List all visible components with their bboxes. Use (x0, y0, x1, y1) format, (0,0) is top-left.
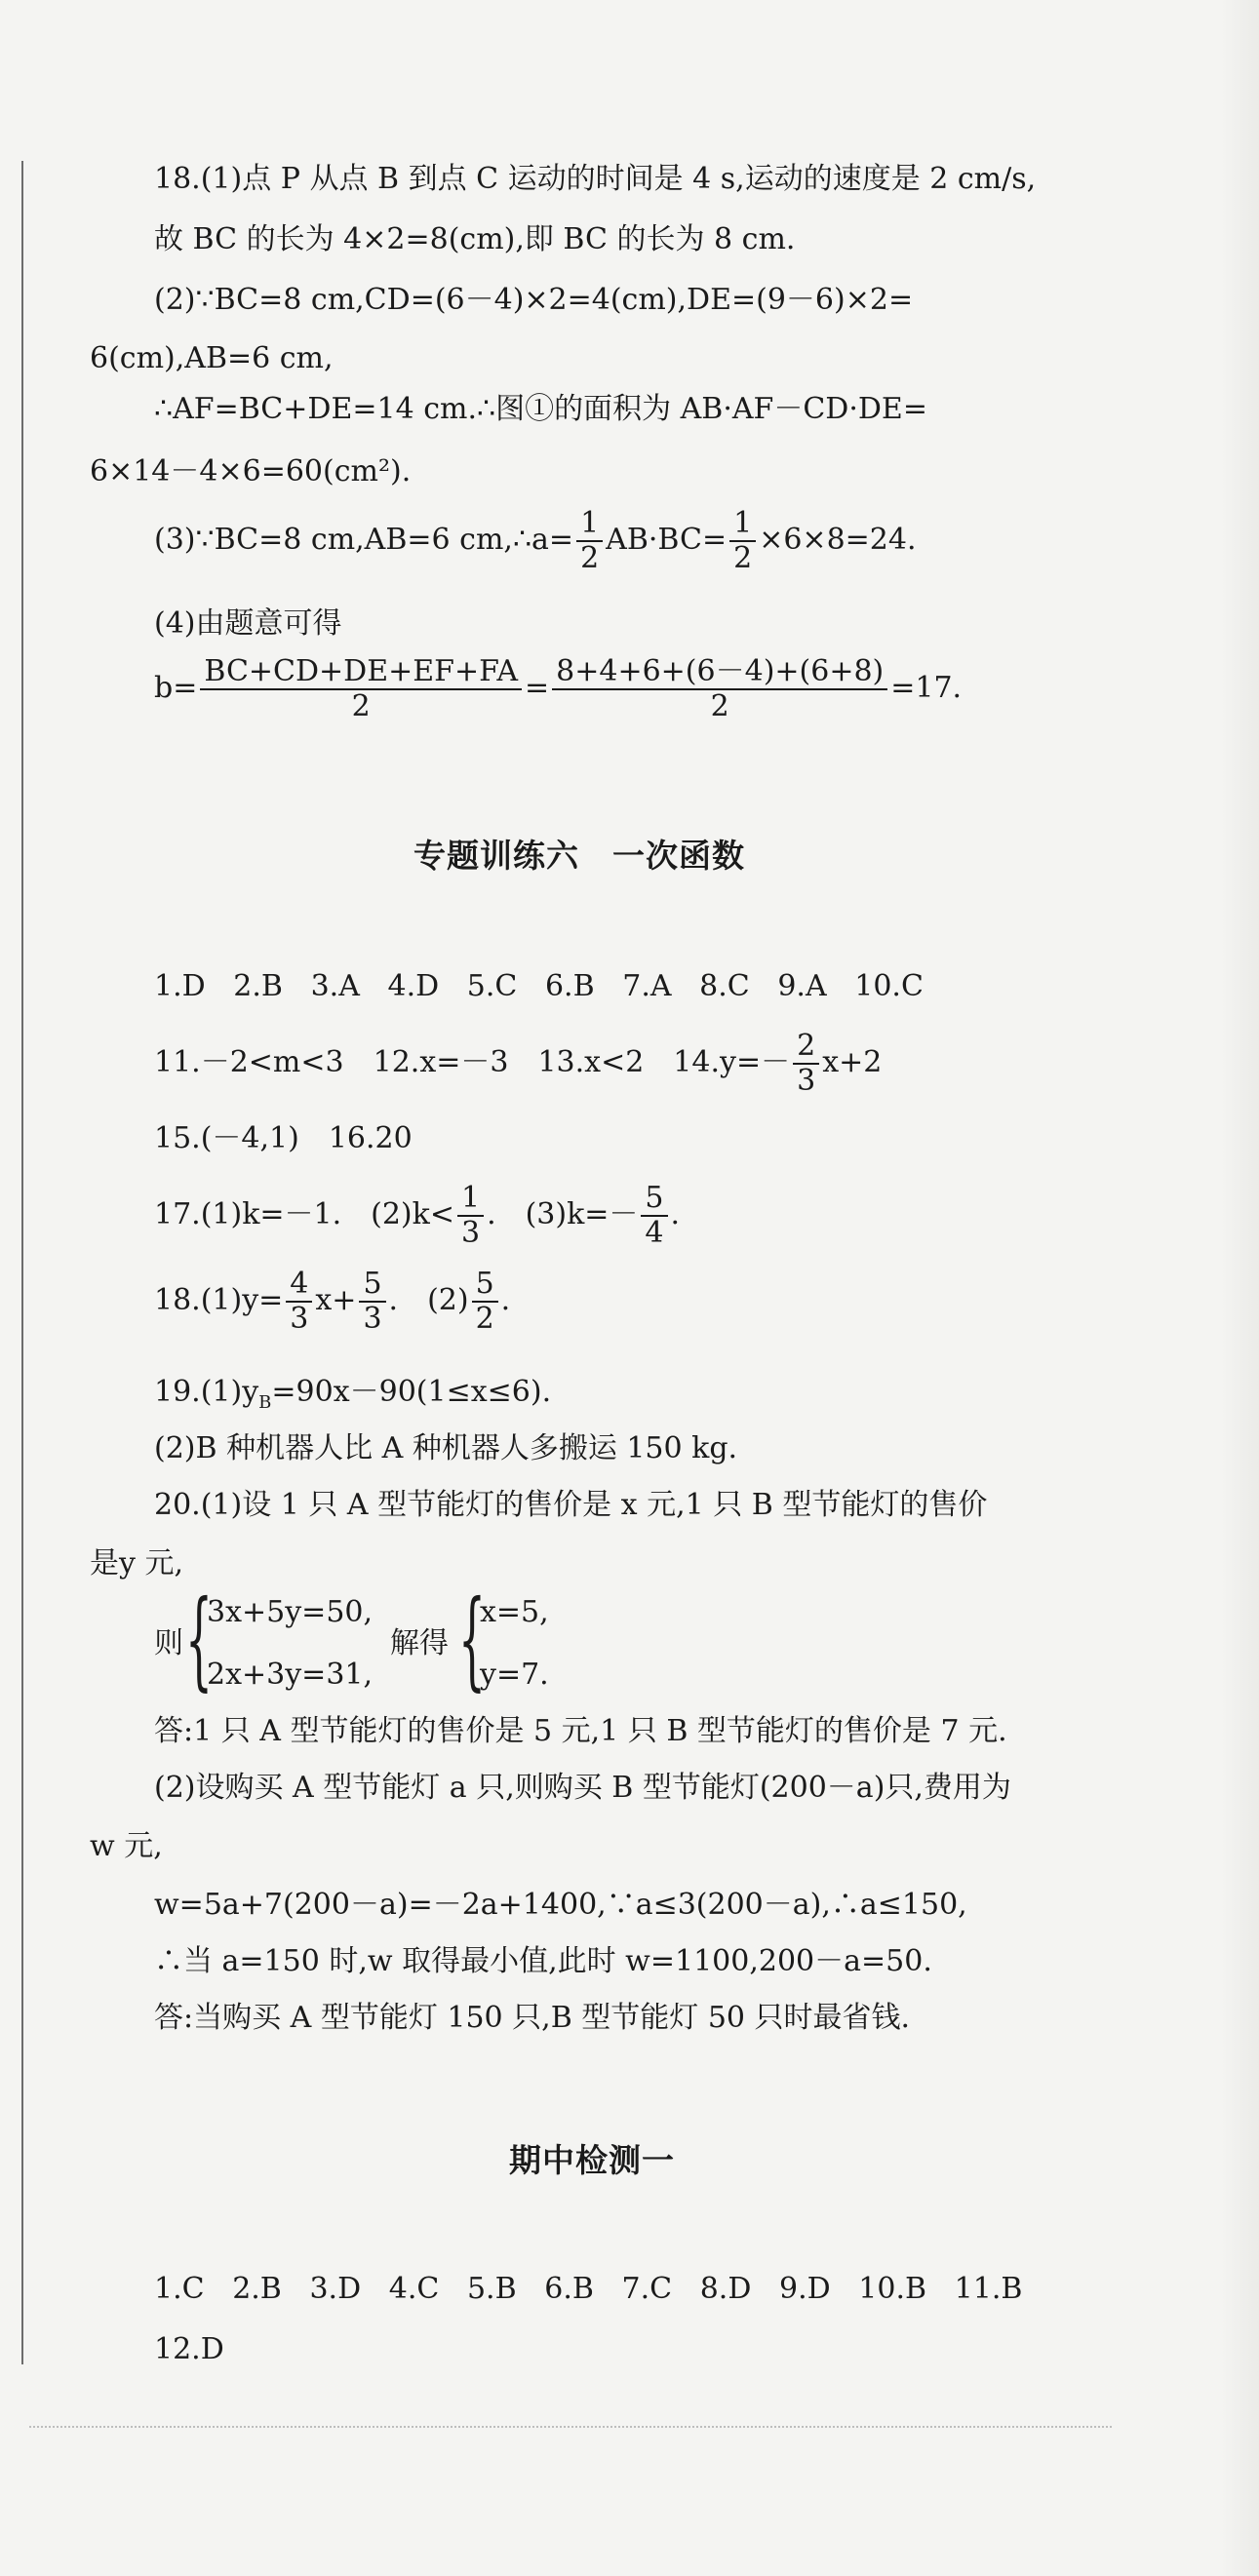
answer-20-line-3: 答:1 只 A 型节能灯的售价是 5 元,1 只 B 型节能灯的售价是 7 元. (154, 1714, 1007, 1748)
q18-line-9 (154, 655, 962, 723)
answer-item: 1.D (154, 969, 206, 1003)
subscript: B (258, 1392, 272, 1413)
answer-item: 1.C (154, 2272, 205, 2306)
left-brace: { (185, 1577, 213, 1701)
solve-label: 解得 (390, 1626, 449, 1660)
answer-item: 2.B (232, 2272, 282, 2306)
answer-18-mid: x+ (315, 1283, 357, 1317)
answer-item: 10.B (858, 2272, 927, 2306)
q18-line-6: 6×14－4×6=60(cm²). (90, 454, 412, 488)
answer-item: 4.D (387, 969, 440, 1003)
answer-item: 7.A (622, 969, 672, 1003)
answer-19 (154, 1375, 551, 1421)
numerator: 2 (793, 1030, 819, 1065)
answer-18-post: . (500, 1283, 511, 1317)
answer-item: 10.C (854, 969, 924, 1003)
answer-item: 3.D (309, 2272, 362, 2306)
q18-l7-pre: (3)∵BC=8 cm,AB=6 cm,∴a= (154, 523, 574, 557)
answer-19-text: 19.(1)y (154, 1375, 259, 1409)
answer-17-mid: . (3)k=－ (487, 1197, 639, 1231)
denominator: 2 (351, 689, 371, 723)
answer-item: 6.B (544, 2272, 594, 2306)
fraction (200, 655, 522, 723)
numerator: 4 (286, 1268, 312, 1303)
answer-item: 11.B (954, 2272, 1023, 2306)
answer-12: 12.D (154, 2332, 224, 2366)
left-brace: { (458, 1577, 486, 1701)
numerator: 5 (641, 1182, 667, 1217)
fraction (457, 1182, 484, 1250)
fraction (641, 1182, 667, 1250)
denominator: 2 (475, 1302, 494, 1336)
mc-answers-row (154, 969, 924, 1004)
denominator: 3 (363, 1302, 382, 1336)
denominator: 4 (645, 1216, 664, 1250)
answer-item: 6.B (544, 969, 595, 1003)
dotted-divider (29, 2426, 1112, 2428)
answer-item: 5.B (466, 2272, 517, 2306)
answer-19-part2: (2)B 种机器人比 A 种机器人多搬运 150 kg. (154, 1431, 738, 1465)
q18-l9-mid: = (525, 671, 550, 705)
section-title-linear-functions: 专题训练六 一次函数 (413, 837, 745, 875)
answers-15-16: 15.(－4,1) 16.20 (154, 1121, 413, 1155)
answer-item: 5.C (466, 969, 518, 1003)
answer-item: 2.B (233, 969, 283, 1003)
fraction (552, 655, 887, 723)
answer-item: 9.D (779, 2272, 831, 2306)
section-title-midterm: 期中检测一 (509, 2141, 675, 2179)
then-label: 则 (154, 1626, 183, 1660)
answer-17-pre: 17.(1)k=－1. (2)k< (154, 1197, 454, 1231)
numerator: 1 (729, 507, 756, 542)
numerator: BC+CD+DE+EF+FA (200, 655, 522, 690)
q18-line-1: 18.(1)点 P 从点 B 到点 C 运动的时间是 4 s,运动的速度是 2 cm/s, (154, 162, 1037, 196)
numerator: 1 (576, 507, 603, 542)
q18-l7-mid: AB·BC= (606, 523, 728, 557)
mc-answers-row (154, 2272, 1022, 2307)
answer-20-line-1: 20.(1)设 1 只 A 型节能灯的售价是 x 元,1 只 B 型节能灯的售价 (154, 1488, 988, 1522)
page-shadow (1220, 0, 1259, 2576)
page-binding-edge (21, 161, 23, 2364)
denominator: 3 (290, 1302, 309, 1336)
answer-item: 3.A (310, 969, 360, 1003)
numerator: 5 (359, 1268, 385, 1303)
denominator: 2 (710, 689, 729, 723)
numerator: 1 (457, 1182, 484, 1217)
q18-line-8: (4)由题意可得 (154, 606, 342, 641)
fraction (793, 1030, 819, 1098)
denominator: 2 (733, 541, 753, 575)
answers-11-14-text: 11.－2<m<3 12.x=－3 13.x<2 14.y=－ (154, 1045, 791, 1079)
denominator: 3 (460, 1216, 481, 1250)
q18-l7-post: ×6×8=24. (759, 523, 917, 557)
solution-1: x=5, (480, 1595, 549, 1629)
answer-18-mid2: . (2) (388, 1283, 469, 1317)
fraction (576, 507, 603, 575)
answer-19-post: =90x－90(1≤x≤6). (271, 1375, 552, 1409)
q18-line-2: 故 BC 的长为 4×2=8(cm),即 BC 的长为 8 cm. (154, 222, 796, 256)
answers-11-14-post: x+2 (822, 1045, 883, 1079)
answer-item: 7.C (621, 2272, 673, 2306)
equation-1: 3x+5y=50, (207, 1595, 374, 1629)
answer-20-line-6: w=5a+7(200－a)=－2a+1400,∵a≤3(200－a),∴a≤150, (154, 1888, 967, 1922)
answer-20-line-5: w 元, (90, 1829, 163, 1863)
answers-11-14 (154, 1030, 882, 1098)
answer-item: 4.C (388, 2272, 440, 2306)
answer-item: 8.C (699, 969, 750, 1003)
fraction (729, 507, 756, 575)
q18-l9-post: =17. (890, 671, 963, 705)
answer-20-line-2: 是y 元, (90, 1546, 184, 1581)
answer-17-post: . (670, 1197, 681, 1231)
fraction (286, 1268, 312, 1336)
q18-line-5: ∴AF=BC+DE=14 cm.∴图①的面积为 AB·AF－CD·DE= (154, 392, 927, 426)
answer-18 (154, 1268, 510, 1336)
q18-line-3: (2)∵BC=8 cm,CD=(6－4)×2=4(cm),DE=(9－6)×2= (154, 283, 914, 317)
equation-2: 2x+3y=31, (207, 1658, 374, 1692)
q18-l9-pre: b= (154, 671, 198, 705)
answer-item: 8.D (699, 2272, 752, 2306)
denominator: 2 (580, 541, 600, 575)
denominator: 3 (797, 1064, 816, 1098)
fraction (359, 1268, 385, 1336)
answer-17 (154, 1182, 680, 1250)
answer-20-line-8: 答:当购买 A 型节能灯 150 只,B 型节能灯 50 只时最省钱. (154, 2001, 911, 2035)
answer-20-line-7: ∴当 a=150 时,w 取得最小值,此时 w=1100,200－a=50. (154, 1944, 932, 1978)
q18-line-4: 6(cm),AB=6 cm, (90, 341, 334, 375)
answer-item: 9.A (777, 969, 827, 1003)
answer-20-line-4: (2)设购买 A 型节能灯 a 只,则购买 B 型节能灯(200－a)只,费用为 (154, 1771, 1011, 1805)
answer-18-pre: 18.(1)y= (154, 1283, 284, 1317)
solution-2: y=7. (480, 1658, 549, 1692)
numerator: 8+4+6+(6－4)+(6+8) (552, 655, 887, 690)
fraction (472, 1268, 498, 1336)
q18-line-7 (154, 507, 917, 575)
numerator: 5 (472, 1268, 498, 1303)
